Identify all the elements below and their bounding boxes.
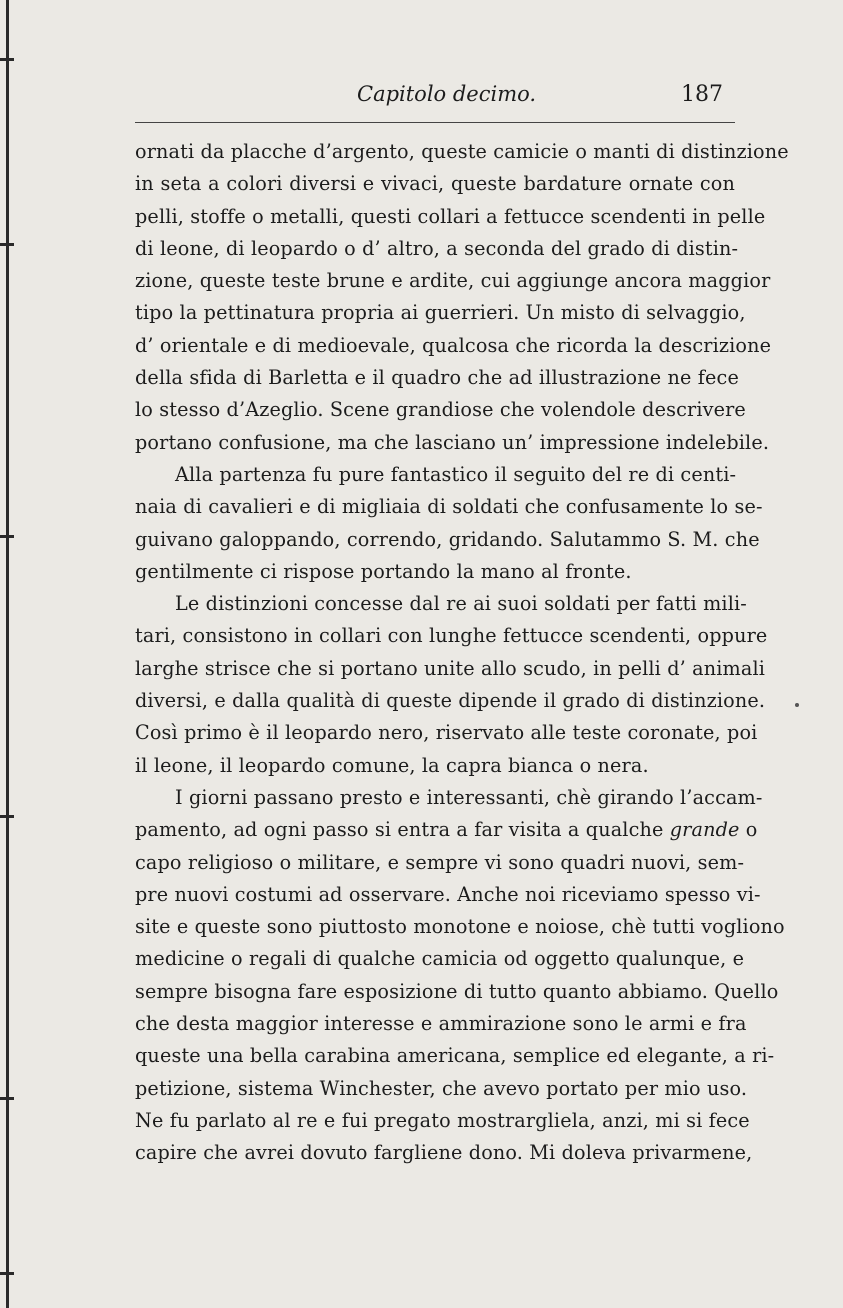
text-line: queste una bella carabina americana, semplice ed elegante, a ri- — [135, 1044, 775, 1068]
binding-mark — [0, 535, 14, 538]
binding-mark — [0, 243, 14, 246]
text-line: lo stesso d’Azeglio. Scene grandiose che volendole descrivere — [135, 398, 746, 422]
page-speck — [795, 703, 799, 707]
chapter-title: Capitolo decimo. — [357, 82, 537, 106]
text-line: Alla partenza fu pure fantastico il seguito del re di centi- — [175, 462, 737, 486]
page-binding-edge — [6, 0, 9, 1308]
text-line: d’ orientale e di medioevale, qualcosa che ricorda la descrizione — [135, 333, 772, 357]
binding-mark — [0, 1272, 14, 1275]
text-line: pre nuovi costumi ad osservare. Anche noi riceviamo spesso vi- — [135, 882, 761, 906]
text-line: guivano galoppando, correndo, gridando. Salutammo S. M. che — [135, 527, 760, 551]
text-line: che desta maggior interesse e ammirazione sono le armi e fra — [135, 1012, 747, 1036]
text-line: gentilmente ci rispose portando la mano al fronte. — [135, 559, 632, 583]
text-line: tipo la pettinatura propria ai guerrieri. Un misto di selvaggio, — [135, 301, 746, 325]
text-line: tari, consistono in collari con lunghe fettucce scendenti, oppure — [135, 624, 768, 648]
paragraph — [135, 459, 763, 588]
text-line: portano confusione, ma che lasciano un’ impressione indelebile. — [135, 430, 770, 454]
binding-mark — [0, 1097, 14, 1100]
text-line: pelli, stoffe o metalli, questi collari a fettucce scendenti in pelle — [135, 204, 766, 228]
paragraph — [135, 782, 785, 1170]
text-line: medicine o regali di qualche camicia od oggetto qualunque, e — [135, 947, 745, 971]
text-line: in seta a colori diversi e vivaci, queste bardature ornate con — [135, 172, 735, 196]
text-line: Le distinzioni concesse dal re ai suoi soldati per fatti mili- — [175, 592, 747, 616]
text-line: larghe strisce che si portano unite allo scudo, in pelli d’ animali — [135, 656, 766, 680]
running-header — [135, 82, 735, 116]
text-line: Così primo è il leopardo nero, riservato alle teste coronate, poi — [135, 721, 758, 745]
text-line: della sfida di Barletta e il quadro che ad illustrazione ne fece — [135, 366, 739, 390]
binding-mark — [0, 815, 14, 818]
text-line: sempre bisogna fare esposizione di tutto quanto abbiamo. Quello — [135, 979, 779, 1003]
text-line: il leone, il leopardo comune, la capra bianca o nera. — [135, 753, 649, 777]
text-line: zione, queste teste brune e ardite, cui aggiunge ancora maggior — [135, 269, 771, 293]
header-rule — [135, 122, 735, 123]
text-line: ornati da placche d’argento, queste camicie o manti di distinzione — [135, 140, 789, 163]
text-line: Ne fu parlato al re e fui pregato mostrargliela, anzi, mi si fece — [135, 1108, 750, 1132]
binding-mark — [0, 58, 14, 61]
body-text — [135, 136, 789, 1170]
text-line: capire che avrei dovuto fargliene dono. Mi doleva privarmene, — [135, 1141, 753, 1165]
text-line: pamento, ad ogni passo si entra a far visita a qualche grande o — [135, 818, 758, 842]
text-line: I giorni passano presto e interessanti, chè girando l’accam- — [175, 785, 763, 809]
paragraph — [135, 588, 768, 782]
paragraph — [135, 136, 789, 459]
text-line: site e queste sono piuttosto monotone e noiose, chè tutti vogliono — [135, 915, 785, 939]
emphasis: grande — [669, 818, 740, 842]
text-line: petizione, sistema Winchester, che avevo portato per mio uso. — [135, 1076, 748, 1100]
text-line: naia di cavalieri e di migliaia di soldati che confusamente lo se- — [135, 495, 763, 519]
text-line: capo religioso o militare, e sempre vi sono quadri nuovi, sem- — [135, 850, 745, 874]
text-line: di leone, di leopardo o d’ altro, a seconda del grado di distin- — [135, 236, 739, 260]
page-number: 187 — [681, 82, 723, 107]
text-line: diversi, e dalla qualità di queste dipende il grado di distinzione. — [135, 689, 766, 713]
